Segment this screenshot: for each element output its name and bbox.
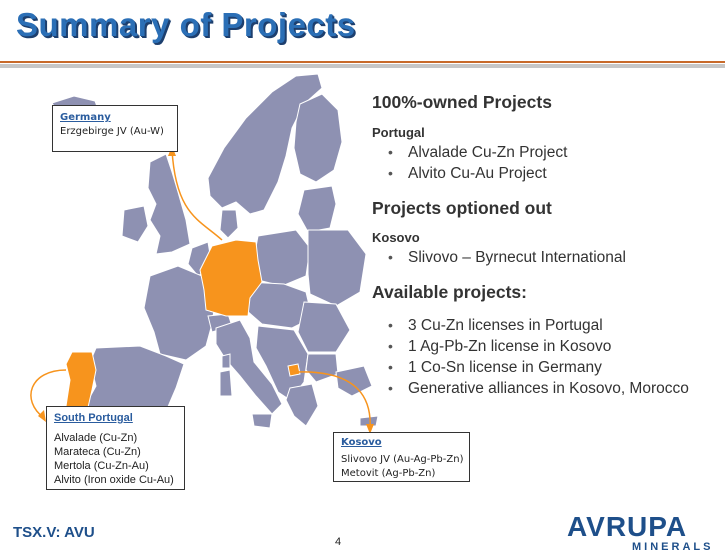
list-item — [372, 336, 722, 357]
page-number: 4 — [335, 536, 342, 548]
callout-portugal-line: Alvalade (Cu-Zn) — [54, 432, 138, 444]
map-denmark — [220, 210, 238, 238]
map-poland — [254, 230, 310, 286]
map-sardinia — [220, 370, 232, 396]
logo-sub-text: MINERALS — [632, 541, 714, 552]
map-turkey — [336, 366, 372, 396]
map-bulgaria — [306, 354, 338, 382]
list-item-text: Slivovo – Byrnecut International — [408, 249, 626, 266]
callout-kosovo-header: Kosovo — [341, 437, 382, 448]
section-optioned-country: Kosovo — [372, 230, 420, 245]
bullet-icon: • — [388, 249, 393, 265]
callout-portugal-line: Marateca (Cu-Zn) — [54, 446, 141, 458]
section-available-heading: Available projects: — [372, 282, 527, 302]
callout-south-portugal — [46, 406, 185, 490]
list-item-text: 1 Co-Sn license in Germany — [408, 359, 602, 376]
list-item — [372, 247, 722, 268]
map-baltics — [298, 186, 336, 232]
bullet-icon: • — [388, 338, 393, 354]
callout-germany-line: Erzgebirge JV (Au-W) — [60, 126, 164, 137]
title-rule — [0, 61, 725, 63]
list-item-text: Alvito Cu-Au Project — [408, 165, 547, 182]
list-item — [372, 315, 722, 336]
callout-portugal-header: South Portugal — [54, 412, 133, 424]
list-item-text: Generative alliances in Kosovo, Morocco — [408, 380, 689, 397]
list-item-text: 1 Ag-Pb-Zn license in Kosovo — [408, 338, 612, 355]
callout-kosovo-line: Metovit (Ag-Pb-Zn) — [341, 468, 436, 479]
logo-main-text: AVRUPA — [567, 512, 688, 542]
bullet-icon: • — [388, 359, 393, 375]
ticker-symbol: TSX.V: AVU — [13, 524, 95, 541]
callout-portugal-line: Alvito (Iron oxide Cu-Au) — [54, 474, 174, 486]
list-item — [372, 357, 722, 378]
project-summary-text — [372, 92, 722, 399]
section-optioned-heading: Projects optioned out — [372, 198, 552, 218]
map-sicily — [252, 414, 272, 428]
map-finland — [294, 94, 342, 182]
map-corsica — [222, 354, 230, 368]
callout-germany-header: Germany — [60, 112, 111, 123]
avrupa-logo — [566, 512, 714, 552]
section-owned-country: Portugal — [372, 125, 425, 140]
list-item — [372, 378, 722, 399]
map-ireland — [122, 206, 148, 242]
callout-kosovo — [333, 432, 470, 482]
bullet-icon: • — [388, 317, 393, 333]
callout-kosovo-line: Slivovo JV (Au-Ag-Pb-Zn) — [341, 454, 464, 465]
map-greece — [286, 384, 318, 426]
list-item — [372, 163, 722, 184]
list-item — [372, 142, 722, 163]
section-owned-heading: 100%-owned Projects — [372, 92, 552, 112]
map-romania — [298, 302, 350, 352]
map-kosovo-highlight — [288, 364, 300, 376]
map-east — [308, 230, 366, 306]
bullet-icon: • — [388, 144, 393, 160]
bullet-icon: • — [388, 380, 393, 396]
list-item-text: Alvalade Cu-Zn Project — [408, 144, 568, 161]
map-uk — [148, 154, 190, 254]
title-rule-shadow — [0, 64, 725, 68]
slide-title: Summary of Projects — [16, 6, 356, 43]
arrowhead-portugal — [38, 410, 46, 422]
bullet-icon: • — [388, 165, 393, 181]
callout-portugal-line: Mertola (Cu-Zn-Au) — [54, 460, 149, 472]
list-item-text: 3 Cu-Zn licenses in Portugal — [408, 317, 603, 334]
callout-germany — [52, 105, 178, 152]
